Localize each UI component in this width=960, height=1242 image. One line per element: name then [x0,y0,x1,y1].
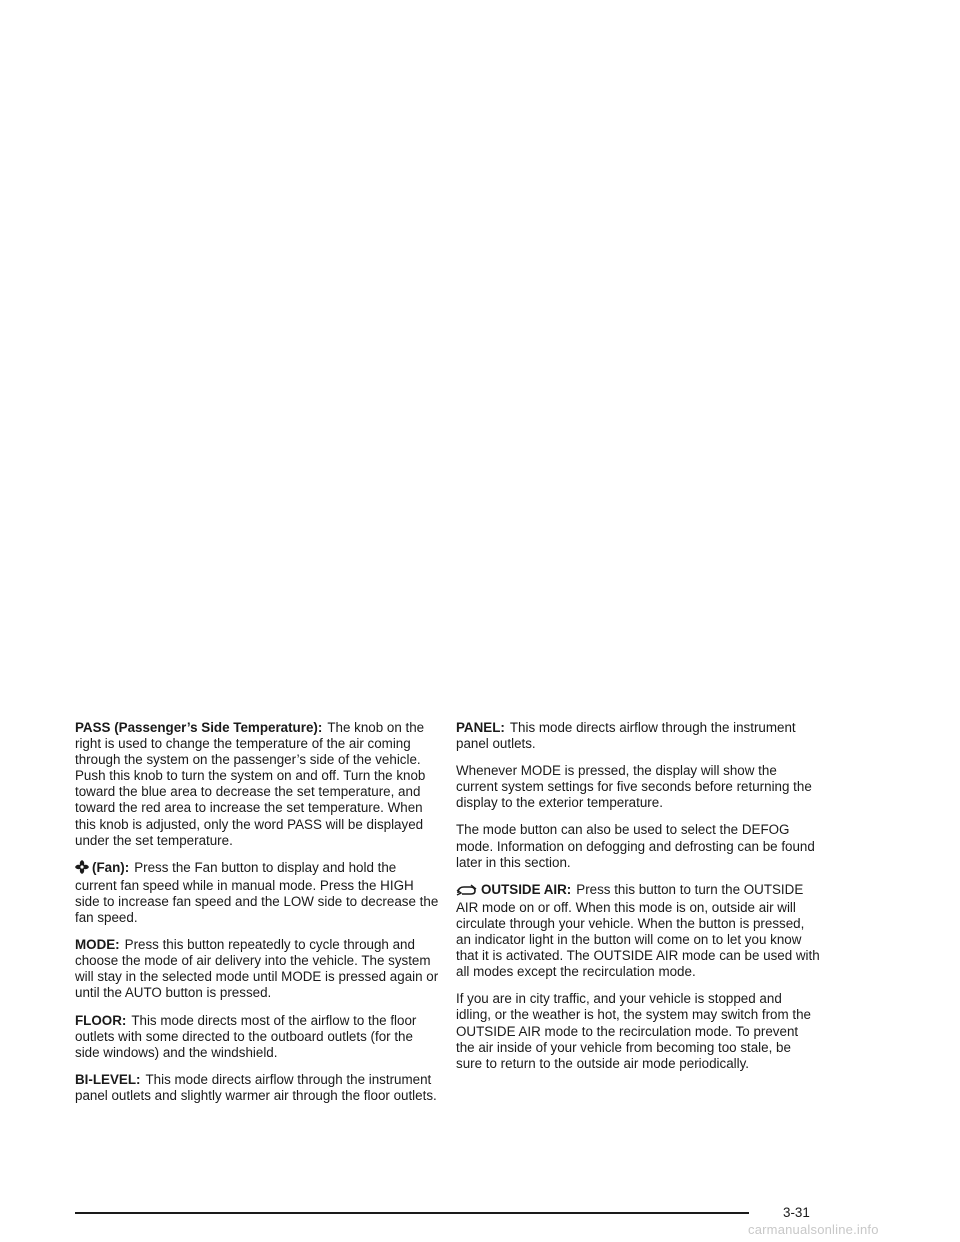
left-column [75,720,439,1115]
pass-paragraph [75,720,439,849]
watermark: carmanualsonline.info [748,1222,879,1237]
floor-term: FLOOR: [75,1012,127,1028]
footer-rule [75,1212,749,1214]
bilevel-term: BI-LEVEL: [75,1071,141,1087]
bilevel-text: This mode directs airflow through the instrument panel outlets and slightly warmer air through the floor outlets. [75,1071,437,1103]
panel-paragraph [456,720,820,752]
outside-air-term: OUTSIDE AIR: [481,881,572,897]
mode-paragraph [75,937,439,1001]
right-column [456,720,820,1083]
city-traffic-paragraph: If you are in city traffic, and your vehicle is stopped and idling, or the weather is hot, the system may switch from the OUTSIDE AIR mode to the recirculation mode. To prevent the air inside of your vehicle from becoming too stale, be sure to return to the outside air mode periodically. [456,991,811,1071]
outside-air-paragraph [456,882,820,981]
floor-paragraph [75,1013,439,1061]
fan-paragraph [75,860,439,926]
whenever-mode-paragraph: Whenever MODE is pressed, the display will show the current system settings for five seconds before returning the display to the exterior temperature. [456,763,812,811]
pass-text: The knob on the right is used to change the temperature of the air coming through the system on the passenger’s side of the vehicle. Push this knob to turn the system on and off. Turn the knob toward the blue area to decrease the set temperature, and toward the red area to increase the set temperature. When this knob is adjusted, only the word PASS will be displayed under the set temperature. [75,720,426,848]
fan-text: Press the Fan button to display and hold the current fan speed while in manual mode. Press the HIGH side to increase fan speed and the LOW side to decrease the fan speed. [75,859,439,926]
defog-paragraph: The mode button can also be used to select the DEFOG mode. Information on defogging and defrosting can be found later in this section. [456,822,815,870]
mode-term: MODE: [75,937,120,953]
page-number: 3-31 [783,1205,810,1220]
pass-term: PASS (Passenger’s Side Temperature): [75,720,323,735]
outside-air-text: Press this button to turn the OUTSIDE AIR mode on or off. When this mode is on, outside air will circulate through your vehicle. When the button is pressed, an indicator light in the button will come on to let you know that it is activated. The OUTSIDE AIR mode can be used with all modes except the recirculation mode. [456,881,820,980]
fan-icon [75,860,89,878]
outside-air-icon [456,884,478,900]
floor-text: This mode directs most of the airflow to the floor outlets with some directed to the outboard outlets (for the side windows) and the windshield. [75,1012,417,1060]
fan-term: (Fan): [92,859,130,875]
bilevel-paragraph [75,1072,439,1104]
panel-text: This mode directs airflow through the instrument panel outlets. [456,720,796,752]
mode-text: Press this button repeatedly to cycle through and choose the mode of air delivery into the vehicle. The system will stay in the selected mode until MODE is pressed again or until the AUTO button is pressed. [75,937,439,1001]
panel-term: PANEL: [456,720,505,735]
